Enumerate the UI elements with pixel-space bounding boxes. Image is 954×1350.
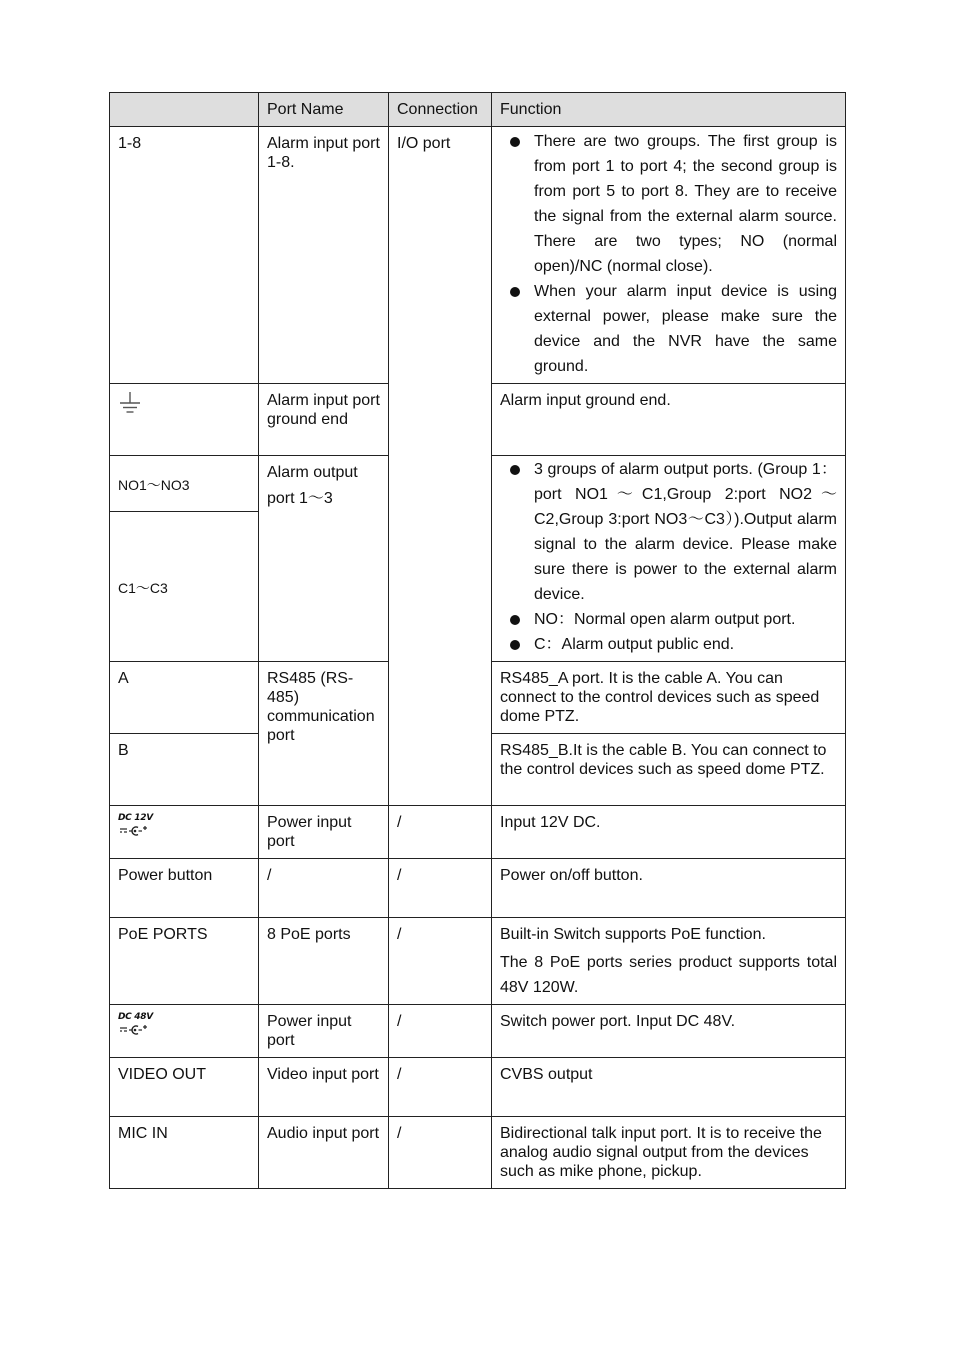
- function-cell: CVBS output: [492, 1058, 846, 1117]
- alarm-output-line2: port 1～3: [267, 490, 333, 507]
- table-row: [110, 806, 846, 859]
- port-name-cell: Video input port: [259, 1058, 389, 1117]
- connection-cell: /: [389, 859, 492, 918]
- port-name-cell: Power input port: [259, 806, 389, 859]
- poe-function-line2: The 8 PoE ports series product supports total 48V 120W.: [500, 954, 837, 996]
- port-name-cell: Alarm input port ground end: [259, 384, 389, 456]
- table-header-row: [110, 93, 846, 127]
- function-cell: Input 12V DC.: [492, 806, 846, 859]
- port-cell: PoE PORTS: [110, 918, 259, 1005]
- port-cell: [110, 806, 259, 859]
- table-row: [110, 918, 846, 1005]
- table-row: [110, 127, 846, 384]
- port-cell: [110, 1005, 259, 1058]
- function-list: [500, 129, 837, 379]
- list-item: When your alarm input device is using external power, please make sure the device and the NVR have the same ground.: [500, 279, 837, 379]
- table-row: [110, 859, 846, 918]
- function-cell: [492, 918, 846, 1005]
- connection-cell: /: [389, 1117, 492, 1189]
- function-cell: [492, 127, 846, 384]
- port-cell: [110, 384, 259, 456]
- table-row: [110, 1117, 846, 1189]
- port-name-cell: RS485 (RS-485) communication port: [259, 662, 389, 806]
- dc-12v-icon: DC 12V: [118, 813, 153, 842]
- table-row: [110, 1005, 846, 1058]
- function-cell: Alarm input ground end.: [492, 384, 846, 456]
- header-blank: [110, 93, 259, 127]
- function-cell: Switch power port. Input DC 48V.: [492, 1005, 846, 1058]
- port-cell: A: [110, 662, 259, 734]
- connection-cell: /: [389, 918, 492, 1005]
- table-row: [110, 1058, 846, 1117]
- port-cell: [110, 456, 259, 512]
- port-cell: MIC IN: [110, 1117, 259, 1189]
- dc-polarity-icon: [118, 825, 152, 837]
- list-item: There are two groups. The first group is from port 1 to port 4; the second group is from port 5 to port 8. They are to receive the signal from the external alarm source. There are two types; NO (normal open)/NC (normal close).: [500, 129, 837, 279]
- connection-cell: /: [389, 1005, 492, 1058]
- function-cell: RS485_B.It is the cable B. You can connect to the control devices such as speed dome PTZ.: [492, 734, 846, 806]
- port-cell: 1-8: [110, 127, 259, 384]
- port-name-cell: Alarm input port 1-8.: [259, 127, 389, 384]
- port-cell: B: [110, 734, 259, 806]
- function-cell: RS485_A port. It is the cable A. You can connect to the control devices such as speed dome PTZ.: [492, 662, 846, 734]
- dc-48v-icon: DC 48V: [118, 1012, 153, 1041]
- header-connection: Connection: [389, 93, 492, 127]
- dc-polarity-icon: [118, 1024, 152, 1036]
- function-cell: [492, 456, 846, 662]
- port-table: [109, 92, 846, 1189]
- alarm-output-line1: Alarm output: [267, 464, 358, 481]
- ground-icon: [118, 391, 142, 417]
- port-name-cell: [259, 456, 389, 662]
- port-name-cell: Power input port: [259, 1005, 389, 1058]
- list-item: 3 groups of alarm output ports. (Group 1：port NO1～C1,Group 2:port NO2～C2,Group 3:port NO3～C3）).Output alarm signal to the alarm device. Please make sure there is power to the external alarm device.: [500, 457, 837, 607]
- port-label-c: C1～C3: [118, 579, 168, 596]
- list-item: NO：Normal open alarm output port.: [500, 607, 837, 632]
- port-name-cell: /: [259, 859, 389, 918]
- list-item: C：Alarm output public end.: [500, 632, 837, 657]
- connection-cell: /: [389, 1058, 492, 1117]
- function-list: [500, 457, 837, 657]
- port-cell: Power button: [110, 859, 259, 918]
- function-cell: Power on/off button.: [492, 859, 846, 918]
- header-function: Function: [492, 93, 846, 127]
- port-cell: VIDEO OUT: [110, 1058, 259, 1117]
- port-cell: [110, 512, 259, 662]
- poe-function-line1: Built-in Switch supports PoE function.: [500, 926, 766, 943]
- connection-cell: /: [389, 806, 492, 859]
- function-cell: Bidirectional talk input port. It is to receive the analog audio signal output from the devices such as mike phone, pickup.: [492, 1117, 846, 1189]
- port-label-no: NO1～NO3: [118, 476, 190, 493]
- connection-cell: I/O port: [389, 127, 492, 806]
- port-name-cell: 8 PoE ports: [259, 918, 389, 1005]
- header-port-name: Port Name: [259, 93, 389, 127]
- port-name-cell: Audio input port: [259, 1117, 389, 1189]
